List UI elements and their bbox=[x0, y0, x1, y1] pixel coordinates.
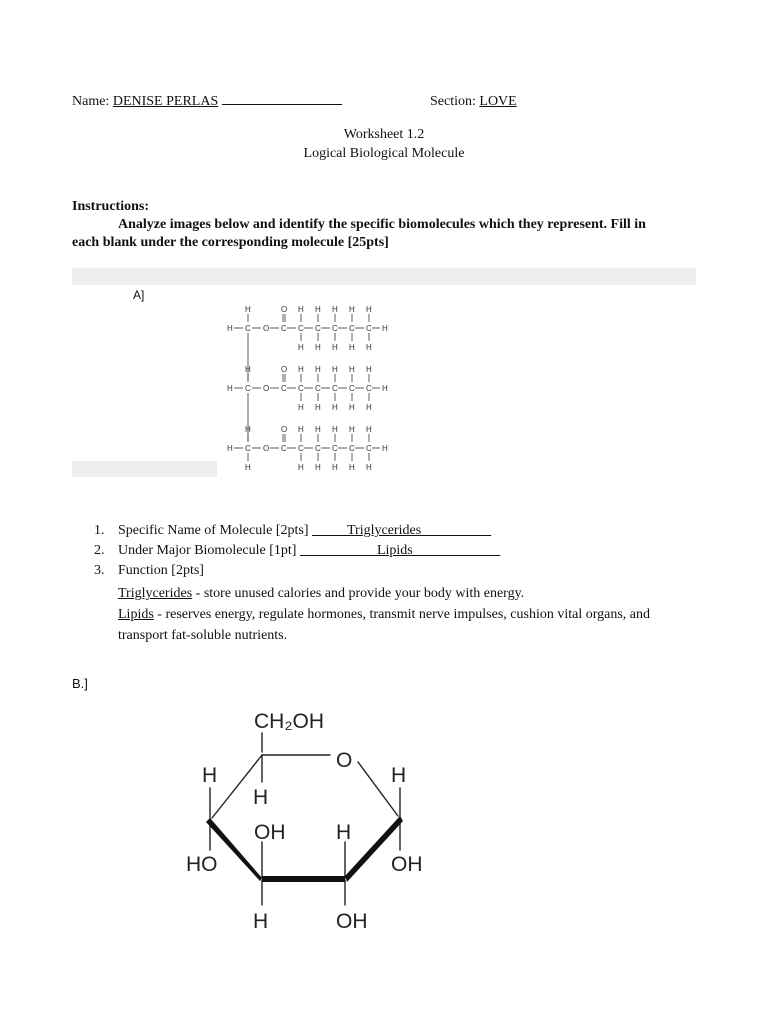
atom-h: H bbox=[298, 343, 304, 352]
function-answer: Triglycerides - store unused calories and provide your body with energy. Lipids - reserves energy, regulate hormones, transmit nerve impulses, cushion vital organs, and transport fat-soluble nutrients. bbox=[118, 583, 708, 646]
atom-c: C bbox=[315, 324, 321, 333]
atom-h: H bbox=[315, 305, 321, 314]
part-a-label: A] bbox=[133, 288, 145, 302]
name-underline bbox=[222, 103, 342, 105]
atom-h: H bbox=[298, 305, 304, 314]
atom-o: O bbox=[281, 305, 288, 314]
atom-h: H bbox=[366, 305, 372, 314]
section-value: LOVE bbox=[479, 94, 517, 109]
atom-h: H bbox=[245, 305, 251, 314]
part-b-label: B.] bbox=[72, 676, 88, 691]
fatty-acid-chain-3 bbox=[227, 425, 388, 472]
instructions-line2: each blank under the corresponding molecule [25pts] bbox=[72, 235, 389, 250]
atom-c: C bbox=[349, 324, 355, 333]
atom-h: H bbox=[227, 324, 233, 333]
worksheet-subtitle: Logical Biological Molecule bbox=[303, 146, 465, 161]
function-term-triglycerides: Triglycerides bbox=[118, 586, 193, 601]
atom-h: H bbox=[332, 305, 338, 314]
label-h: H bbox=[202, 764, 218, 787]
worksheet-title: Worksheet 1.2 bbox=[343, 127, 425, 142]
label-ho: HO bbox=[186, 853, 218, 876]
name-value: DENISE PERLAS bbox=[112, 94, 219, 109]
label-oh: OH bbox=[254, 821, 286, 844]
function-term-lipids: Lipids bbox=[118, 607, 154, 622]
triglyceride-structure bbox=[222, 300, 394, 478]
atom-h: H bbox=[349, 343, 355, 352]
section-row bbox=[430, 94, 517, 110]
label-h: H bbox=[253, 786, 269, 809]
answer-2[interactable]: Lipids bbox=[376, 543, 413, 558]
atom-h: H bbox=[382, 324, 388, 333]
glucose-ring-structure bbox=[180, 700, 440, 945]
atom-c: C bbox=[281, 324, 287, 333]
instructions-line1: Analyze images below and identify the specific biomolecules which they represent. Fill in bbox=[118, 217, 646, 232]
atom-h: H bbox=[366, 343, 372, 352]
name-row bbox=[72, 94, 342, 110]
section-label: Section: bbox=[430, 94, 476, 109]
name-label: Name: bbox=[72, 94, 110, 109]
question-list bbox=[94, 521, 500, 581]
atom-c: C bbox=[298, 324, 304, 333]
label-oh: OH bbox=[336, 910, 368, 933]
label-h: H bbox=[391, 764, 407, 787]
question-3: 3. Function [2pts] bbox=[94, 563, 204, 578]
atom-c: C bbox=[245, 324, 251, 333]
atom-c: C bbox=[332, 324, 338, 333]
shaded-band-bottom bbox=[72, 461, 217, 477]
instructions-heading: Instructions: bbox=[72, 199, 150, 214]
label-ch2oh: CH₂OH bbox=[254, 710, 324, 733]
fatty-acid-chain-2 bbox=[227, 365, 388, 412]
label-h: H bbox=[336, 821, 352, 844]
question-2: 2. Under Major Biomolecule [1pt] Lipids bbox=[94, 541, 500, 561]
bold-bond-bottom bbox=[262, 876, 345, 882]
label-h: H bbox=[253, 910, 269, 933]
label-ring-o: O bbox=[336, 749, 353, 772]
atom-h: H bbox=[245, 463, 251, 472]
atom-h: H bbox=[332, 343, 338, 352]
atom-c: C bbox=[366, 324, 372, 333]
shaded-band-top bbox=[72, 268, 696, 285]
atom-h: H bbox=[349, 305, 355, 314]
function-lipids-cont: transport fat-soluble nutrients. bbox=[118, 628, 288, 643]
question-1: 1. Specific Name of Molecule [2pts] Triglycerides bbox=[94, 521, 500, 541]
atom-h: H bbox=[315, 343, 321, 352]
answer-1[interactable]: Triglycerides bbox=[347, 523, 422, 538]
fatty-acid-chain bbox=[227, 305, 388, 352]
label-oh: OH bbox=[391, 853, 423, 876]
atom-o: O bbox=[263, 324, 270, 333]
